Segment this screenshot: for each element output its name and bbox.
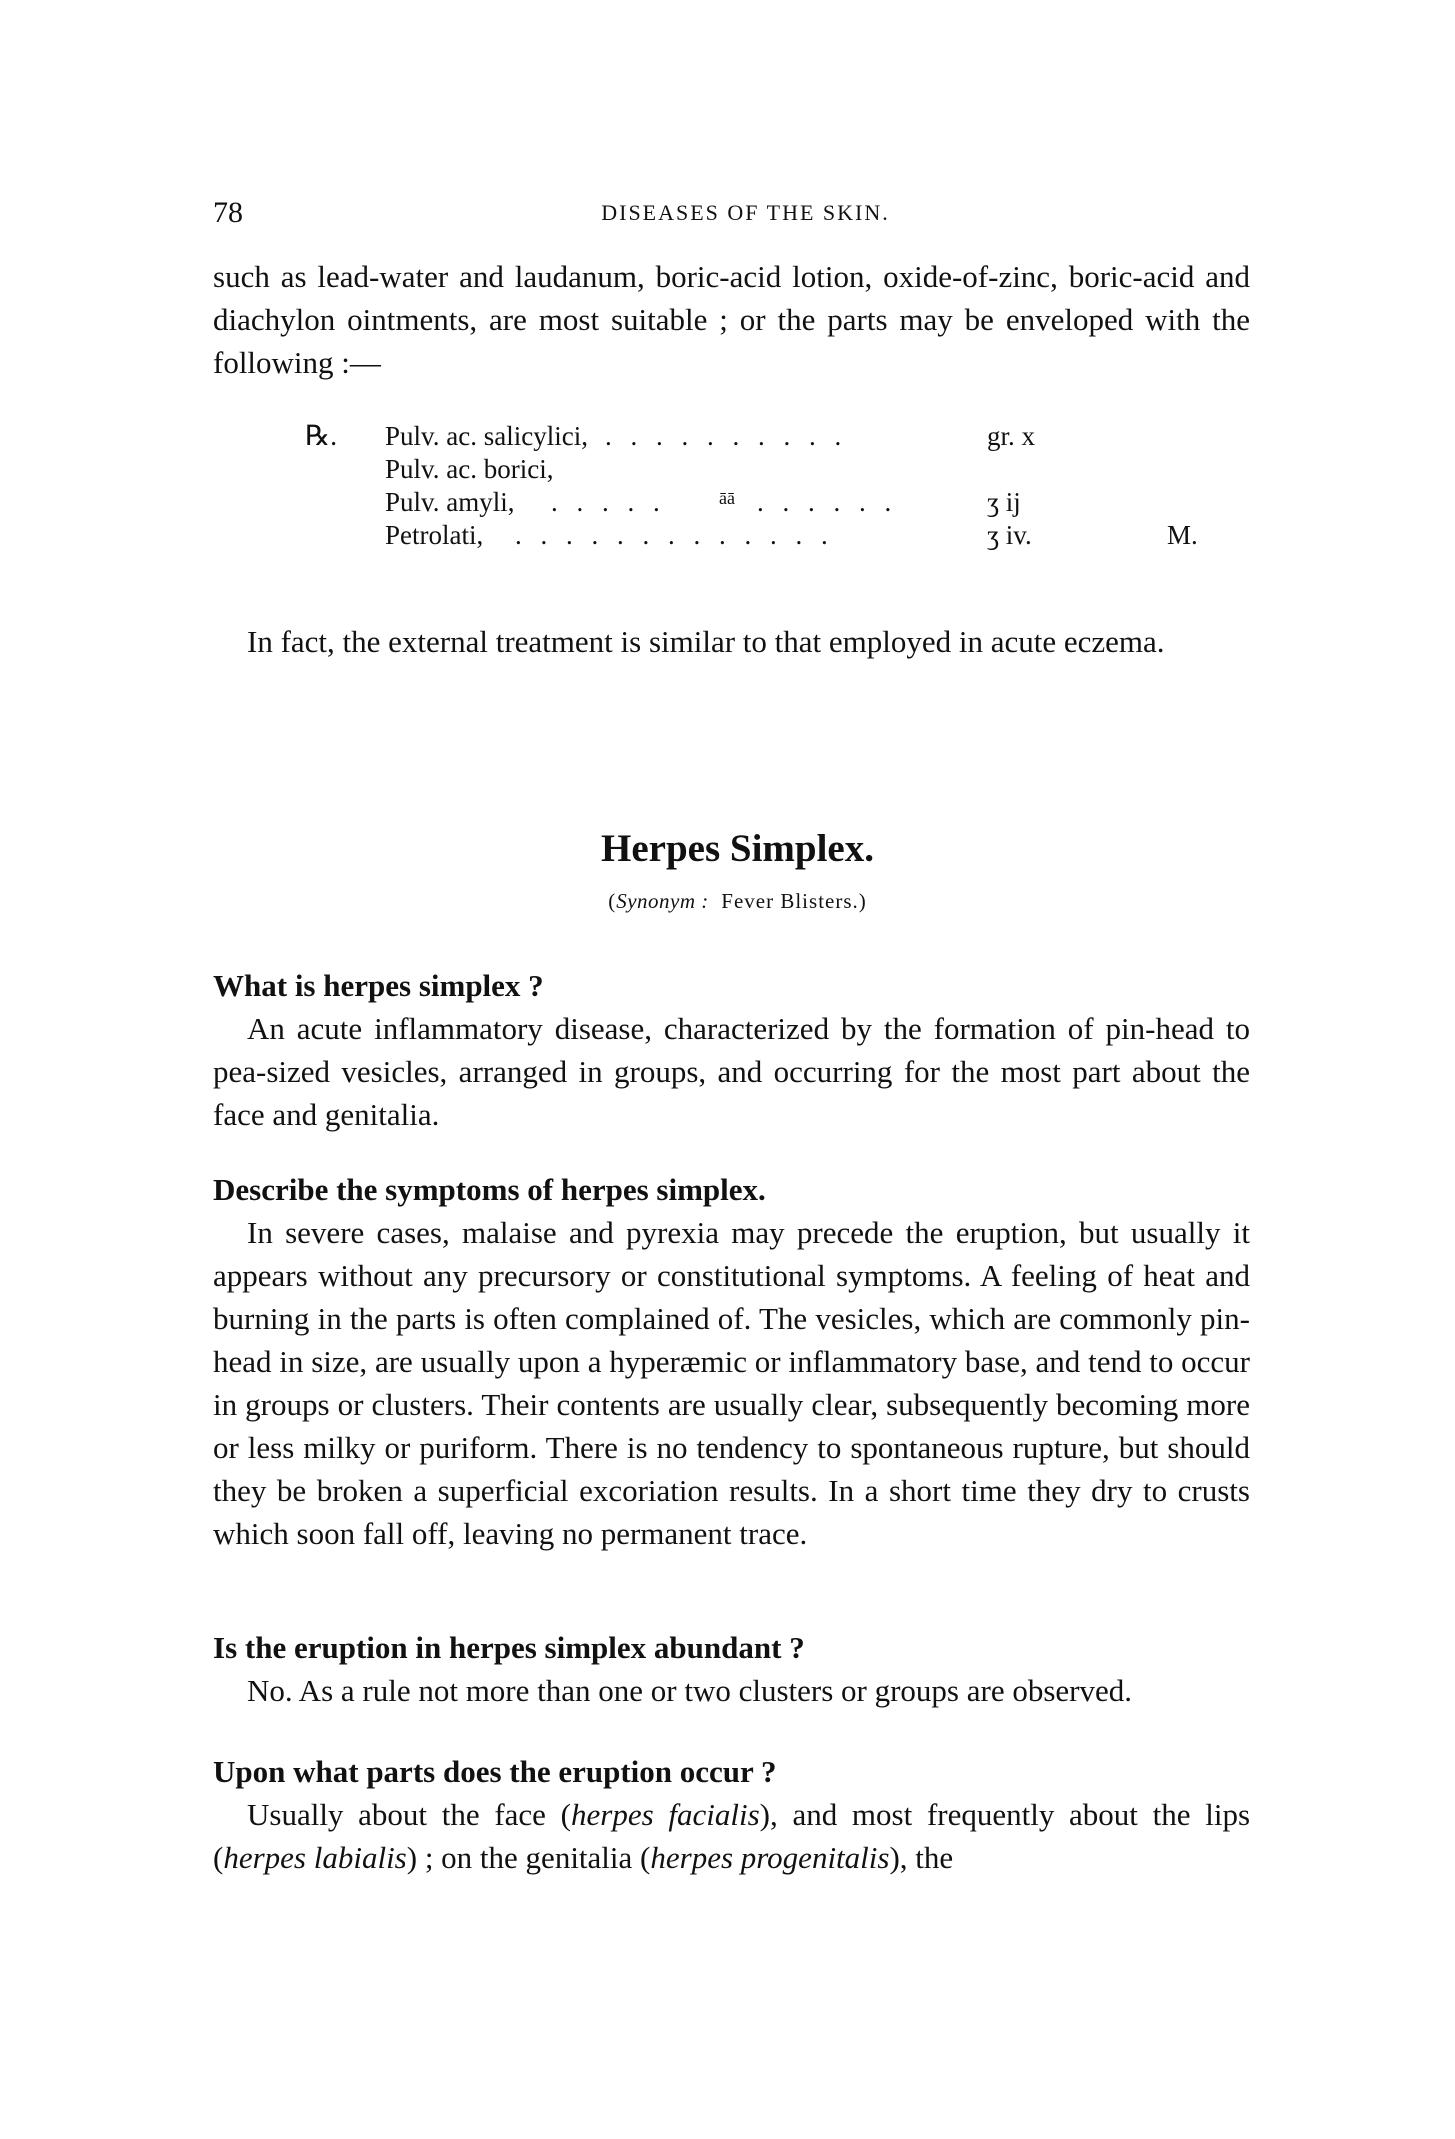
intro-paragraph-block — [213, 255, 1250, 384]
page-number: 78 — [213, 196, 243, 229]
qa-block — [213, 964, 1250, 1136]
leader-dots: . . . . . . . . . . — [605, 421, 848, 451]
answer-paragraph: No. As a rule not more than one or two clusters or groups are observed. — [247, 1673, 1132, 1708]
question-heading: Describe the symptoms of herpes simplex. — [213, 1172, 766, 1207]
prescription-row — [305, 519, 1225, 552]
ingredient-name: Pulv. amyli, — [385, 487, 515, 517]
synonym-open: ( — [608, 889, 617, 913]
answer-paragraph: In severe cases, malaise and pyrexia may precede the eruption, but usually it appears without any precursory or constitutional symptoms. A feeling of heat and burning in the parts is often complained of. The vesicles, which are commonly pin-head in size, are usually upon a hyperæmic or inflammatory base, and tend to occur in groups or clusters. Their contents are usually clear, subsequently becoming more or less milky or puriform. There is no tendency to spontaneous rupture, but should they be broken a superficial excoriation results. In a short time they dry to crusts which soon fall off, leaving no permanent trace. — [213, 1215, 1250, 1551]
question-heading: What is herpes simplex ? — [213, 968, 544, 1003]
synonym-value: Fever Blisters. — [721, 889, 859, 913]
ingredient-name: Petrolati, — [385, 520, 484, 550]
ingredient-quantity: gr. x — [987, 421, 1036, 451]
synonym-label: Synonym : — [616, 889, 709, 913]
qa-block — [213, 1168, 1250, 1555]
answer-paragraph: An acute inflammatory disease, characterized by the formation of pin-head to pea-sized vesicles, arranged in groups, and occurring for the most part about the face and genitalia. — [213, 1011, 1250, 1132]
after-prescription-block — [213, 620, 1250, 663]
question-heading: Upon what parts does the eruption occur ? — [213, 1754, 777, 1789]
prescription-row — [305, 420, 1225, 453]
qa-block — [213, 1626, 1250, 1712]
leader-dots: . . . . . . . . . . . . . — [515, 520, 834, 550]
prescription-row — [305, 486, 1225, 519]
intro-paragraph: such as lead-water and laudanum, boric-acid lotion, oxide-of-zinc, boric-acid and diachylon ointments, are most suitable ; or the parts may be enveloped with the following :— — [213, 259, 1250, 380]
misce-instruction: M. — [1167, 520, 1198, 550]
latin-term: herpes labialis — [223, 1840, 407, 1875]
answer-paragraph — [213, 1793, 1250, 1879]
qa-block — [213, 1750, 1250, 1879]
latin-term: herpes facialis — [571, 1797, 760, 1832]
ingredient-quantity: ʒ ij — [987, 487, 1021, 517]
answer-text: ), the — [889, 1840, 954, 1875]
leader-dots: . . . . . — [551, 487, 666, 517]
synonym-close: ) — [858, 889, 867, 913]
question-heading: Is the eruption in herpes simplex abundant ? — [213, 1630, 805, 1665]
answer-text: ) ; on the genitalia ( — [406, 1840, 651, 1875]
leader-dots: . . . . . . — [757, 487, 898, 517]
latin-term: herpes progenitalis — [650, 1840, 890, 1875]
after-prescription-paragraph: In fact, the external treatment is similar to that employed in acute eczema. — [247, 624, 1165, 659]
answer-text: ), and most frequently about the lips ( — [213, 1797, 1251, 1875]
recipe-symbol: ℞. — [305, 421, 338, 452]
ana-symbol: āā — [719, 488, 735, 508]
ingredient-name: Pulv. ac. salicylici, — [385, 421, 588, 451]
running-head — [213, 196, 1250, 236]
answer-text: Usually about the face ( — [247, 1797, 571, 1832]
prescription-row — [305, 453, 1225, 486]
ingredient-name: Pulv. ac. borici, — [385, 454, 554, 484]
synonym-line — [0, 889, 1455, 914]
running-title: DISEASES OF THE SKIN. — [601, 200, 890, 225]
section-title: Herpes Simplex. — [601, 827, 874, 870]
prescription — [305, 420, 1225, 552]
ingredient-quantity: ʒ iv. — [987, 520, 1032, 550]
